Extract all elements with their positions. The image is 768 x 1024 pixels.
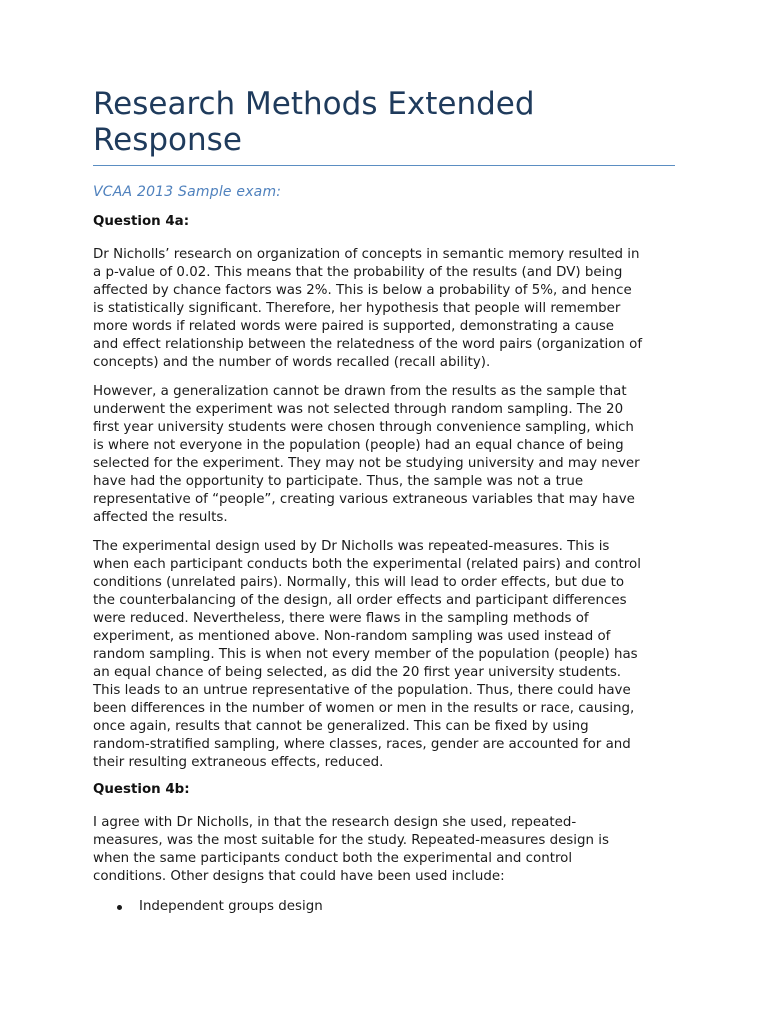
text-line: measures, was the most suitable for the study. Repeated-measures design is [93, 833, 609, 848]
text-line: their resulting extraneous effects, reduced. [93, 755, 384, 770]
text-line: when the same participants conduct both the experimental and control [93, 851, 573, 866]
text-line: is where not everyone in the population (people) had an equal chance of being [93, 438, 624, 453]
text-line: conditions. Other designs that could have been used include: [93, 869, 505, 884]
text-line: been differences in the number of women or men in the results or race, causing, [93, 701, 635, 716]
text-line: experiment, as mentioned above. Non-random sampling was used instead of [93, 629, 611, 644]
list-item [93, 898, 683, 916]
text-line: is statistically significant. Therefore, her hypothesis that people will remember [93, 301, 621, 316]
question-4a-paragraph-3 [93, 538, 683, 772]
text-line: random sampling. This is when not every member of the population (people) has [93, 647, 638, 662]
text-line: random-stratified sampling, where classes, races, gender are accounted for and [93, 737, 631, 752]
question-4b-heading: Question 4b: [93, 782, 190, 797]
text-line: affected by chance factors was 2%. This is below a probability of 5%, and hence [93, 283, 632, 298]
text-line: However, a generalization cannot be drawn from the results as the sample that [93, 384, 627, 399]
bullet-icon [117, 905, 122, 910]
document-title [93, 86, 693, 158]
question-4a-heading: Question 4a: [93, 214, 190, 229]
text-line: I agree with Dr Nicholls, in that the research design she used, repeated- [93, 815, 577, 830]
question-4b-paragraph-1 [93, 814, 683, 886]
text-line: The experimental design used by Dr Nicholls was repeated-measures. This is [93, 539, 610, 554]
title-line-2: Response [93, 122, 242, 158]
design-options-list [93, 898, 683, 916]
text-line: have had the opportunity to participate. Thus, the sample was not a true [93, 474, 584, 489]
text-line: and effect relationship between the relatedness of the word pairs (organization of [93, 337, 643, 352]
text-line: the counterbalancing of the design, all order effects and participant differences [93, 593, 627, 608]
list-item-label: Independent groups design [139, 899, 323, 914]
text-line: a p-value of 0.02. This means that the probability of the results (and DV) being [93, 265, 623, 280]
text-line: concepts) and the number of words recalled (recall ability). [93, 355, 491, 370]
question-4a-paragraph-2 [93, 383, 683, 527]
text-line: more words if related words were paired is supported, demonstrating a cause [93, 319, 615, 334]
text-line: once again, results that cannot be generalized. This can be fixed by using [93, 719, 589, 734]
text-line: underwent the experiment was not selected through random sampling. The 20 [93, 402, 624, 417]
text-line: affected the results. [93, 510, 228, 525]
text-line: an equal chance of being selected, as did the 20 first year university students. [93, 665, 622, 680]
text-line: representative of “people”, creating various extraneous variables that may have [93, 492, 635, 507]
text-line: selected for the experiment. They may not be studying university and may never [93, 456, 640, 471]
text-line: This leads to an untrue representative of the population. Thus, there could have [93, 683, 631, 698]
text-line: when each participant conducts both the experimental (related pairs) and control [93, 557, 641, 572]
text-line: Dr Nicholls’ research on organization of concepts in semantic memory resulted in [93, 247, 640, 262]
text-line: conditions (unrelated pairs). Normally, this will lead to order effects, but due to [93, 575, 625, 590]
title-divider [93, 165, 675, 166]
text-line: first year university students were chosen through convenience sampling, which [93, 420, 634, 435]
title-line-1: Research Methods Extended [93, 86, 535, 122]
question-4a-paragraph-1 [93, 246, 683, 372]
text-line: were reduced. Nevertheless, there were flaws in the sampling methods of [93, 611, 589, 626]
document-subtitle: VCAA 2013 Sample exam: [93, 184, 282, 200]
